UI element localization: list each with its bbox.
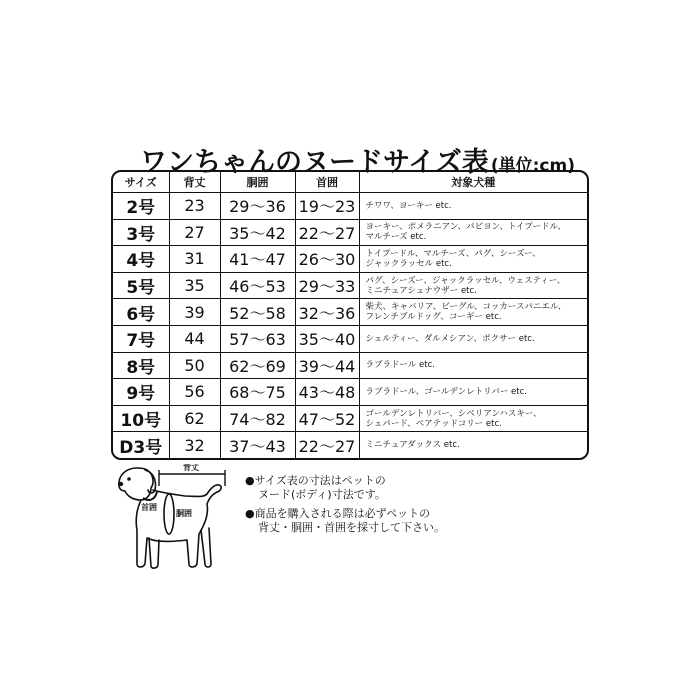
note-2 [245, 507, 445, 535]
neck-cell: 19〜23 [295, 193, 359, 220]
table-row [113, 325, 587, 352]
diagram-label-neck: 首囲 [141, 503, 157, 512]
header-size: サイズ [113, 172, 169, 193]
back-cell: 35 [169, 272, 220, 299]
note-1-line2: ヌード(ボディ)寸法です。 [258, 488, 386, 501]
header-back: 背丈 [169, 172, 220, 193]
neck-cell: 43〜48 [295, 379, 359, 406]
breeds-cell [359, 325, 587, 352]
neck-cell: 22〜27 [295, 432, 359, 458]
table-row [113, 405, 587, 432]
chest-cell: 46〜53 [220, 272, 295, 299]
size-cell: D3号 [113, 432, 169, 458]
table-header-row [113, 172, 587, 193]
table-row [113, 379, 587, 406]
neck-cell: 47〜52 [295, 405, 359, 432]
breeds-line: 柴犬、キャバリア、ビーグル、コッカースパニエル、 [365, 302, 567, 313]
breeds-line: チワワ、ヨーキー etc. [365, 200, 452, 211]
table-row [113, 219, 587, 246]
breeds-line: トイプードル、マルチーズ、パグ、シーズー、 [365, 248, 541, 259]
back-cell: 23 [169, 193, 220, 220]
breeds-cell [359, 405, 587, 432]
chest-cell: 74〜82 [220, 405, 295, 432]
breeds-line: ミニチュアダックス etc. [365, 440, 460, 451]
breeds-line: フレンチブルドッグ、コーギー etc. [365, 312, 502, 323]
back-length-indicator [159, 470, 225, 486]
header-neck: 首囲 [295, 172, 359, 193]
breeds-line: ラブラドール etc. [365, 360, 435, 371]
size-cell: 4号 [113, 246, 169, 273]
breeds-line: ラブラドール、ゴールデンレトリバー etc. [365, 386, 527, 397]
header-chest: 胴囲 [220, 172, 295, 193]
chest-cell: 62〜69 [220, 352, 295, 379]
size-cell: 8号 [113, 352, 169, 379]
neck-cell: 35〜40 [295, 325, 359, 352]
dog-nose [119, 482, 123, 486]
breeds-line: ミニチュアシュナウザー etc. [365, 285, 477, 296]
back-cell: 62 [169, 405, 220, 432]
note-2-line2: 背丈・胴囲・首囲を採寸して下さい。 [258, 521, 445, 534]
breeds-line: ヨーキー、ポメラニアン、パピヨン、トイプードル、 [365, 222, 566, 233]
back-cell: 56 [169, 379, 220, 406]
chest-cell: 35〜42 [220, 219, 295, 246]
dog-diagram [115, 464, 245, 574]
note-1 [245, 474, 445, 502]
neck-cell: 22〜27 [295, 219, 359, 246]
table-row [113, 432, 587, 458]
size-cell: 9号 [113, 379, 169, 406]
breeds-cell [359, 352, 587, 379]
neck-cell: 39〜44 [295, 352, 359, 379]
breeds-cell [359, 379, 587, 406]
table-row [113, 352, 587, 379]
breeds-line: シェパード、ベアテッドコリー etc. [365, 418, 502, 429]
notes [245, 474, 445, 540]
breeds-cell [359, 272, 587, 299]
size-cell: 2号 [113, 193, 169, 220]
breeds-cell [359, 299, 587, 326]
size-cell: 6号 [113, 299, 169, 326]
breeds-cell [359, 193, 587, 220]
breeds-line: シェルティー、ダルメシアン、ボクサー etc. [365, 333, 535, 344]
chest-cell: 41〜47 [220, 246, 295, 273]
back-cell: 31 [169, 246, 220, 273]
chest-cell: 52〜58 [220, 299, 295, 326]
size-cell: 5号 [113, 272, 169, 299]
breeds-line: パグ、シーズー、ジャックラッセル、ウェスティー、 [365, 275, 566, 286]
size-table [111, 170, 589, 460]
chest-cell: 57〜63 [220, 325, 295, 352]
table-row [113, 193, 587, 220]
chest-cell: 37〜43 [220, 432, 295, 458]
table-row [113, 299, 587, 326]
dog-illustration [119, 468, 221, 568]
table-row [113, 272, 587, 299]
note-2-line1: ●商品を購入される際は必ずペットの [245, 507, 431, 520]
note-1-line1: ●サイズ表の寸法はペットの [245, 474, 386, 487]
table-row [113, 246, 587, 273]
back-cell: 32 [169, 432, 220, 458]
back-cell: 50 [169, 352, 220, 379]
diagram-label-chest: 胴囲 [176, 509, 192, 518]
back-cell: 27 [169, 219, 220, 246]
breeds-line: ゴールデンレトリバー、シベリアンハスキー、 [365, 408, 542, 419]
chest-cell: 29〜36 [220, 193, 295, 220]
title-main: ワンちゃんのヌードサイズ表 [140, 147, 489, 178]
dog-eye [127, 477, 131, 481]
header-breeds: 対象犬種 [359, 172, 587, 193]
title-unit: (単位:cm) [490, 156, 575, 176]
neck-cell: 29〜33 [295, 272, 359, 299]
neck-cell: 32〜36 [295, 299, 359, 326]
breeds-cell [359, 219, 587, 246]
chest-line [164, 494, 174, 534]
neck-cell: 26〜30 [295, 246, 359, 273]
chest-cell: 68〜75 [220, 379, 295, 406]
back-cell: 44 [169, 325, 220, 352]
size-cell: 3号 [113, 219, 169, 246]
back-cell: 39 [169, 299, 220, 326]
breeds-cell [359, 246, 587, 273]
size-cell: 7号 [113, 325, 169, 352]
breeds-cell [359, 432, 587, 458]
breeds-line: ジャックラッセル etc. [365, 258, 452, 269]
diagram-label-back: 背丈 [183, 464, 199, 472]
breeds-line: マルチーズ etc. [365, 232, 427, 243]
size-cell: 10号 [113, 405, 169, 432]
